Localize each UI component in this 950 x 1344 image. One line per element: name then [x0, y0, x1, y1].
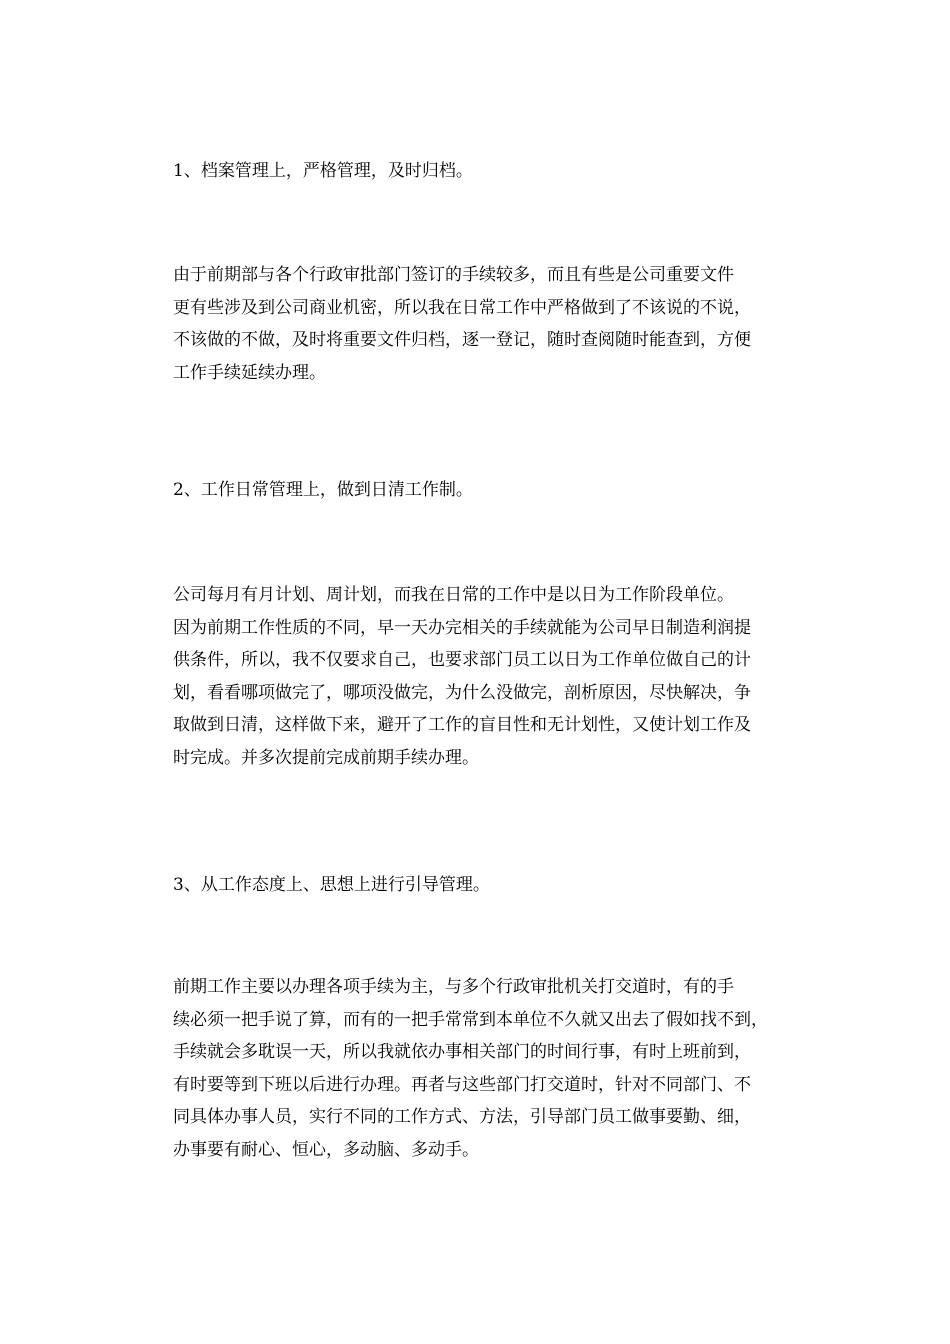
paragraph-line: 前期工作主要以办理各项手续为主，与多个行政审批机关打交道时，有的手	[173, 977, 734, 997]
paragraph-line: 供条件，所以，我不仅要求自己，也要求部门员工以日为工作单位做自己的计	[173, 650, 751, 671]
paragraph-line: 由于前期部与各个行政审批部门签订的手续较多，而且有些是公司重要文件	[173, 265, 734, 285]
paragraph-line: 续必须一把手说了算，而有的一把手常常到本单位不久就又出去了假如找不到，	[173, 1009, 768, 1030]
paragraph-line: 手续就会多耽误一天，所以我就依办事相关部门的时间行事，有时上班前到，	[173, 1042, 751, 1063]
section-1-paragraph	[146, 259, 806, 389]
section-1-heading: 1、档案管理上，严格管理，及时归档。	[173, 161, 473, 181]
section-3-heading: 3、从工作态度上、思想上进行引导管理。	[173, 875, 490, 895]
paragraph-line: 公司每月有月计划、周计划，而我在日常的工作中是以日为工作阶段单位。	[173, 585, 734, 605]
paragraph-line: 有时要等到下班以后进行办理。再者与这些部门打交道时，针对不同部门、不	[173, 1074, 751, 1095]
paragraph-line: 工作手续延续办理。	[173, 362, 326, 383]
section-2-heading: 2、工作日常管理上，做到日清工作制。	[173, 480, 473, 500]
paragraph-line: 不该做的不做，及时将重要文件归档，逐一登记，随时查阅随时能查到，方便	[173, 330, 751, 351]
paragraph-line: 更有些涉及到公司商业机密，所以我在日常工作中严格做到了不该说的不说，	[173, 297, 751, 318]
paragraph-line: 办事要有耐心、恒心，多动脑、多动手。	[173, 1139, 479, 1160]
paragraph-line: 同具体办事人员，实行不同的工作方式、方法，引导部门员工做事要勤、细，	[173, 1107, 751, 1128]
paragraph-line: 取做到日清，这样做下来，避开了工作的盲目性和无计划性，又使计划工作及	[173, 715, 751, 736]
paragraph-line: 划，看看哪项做完了，哪项没做完，为什么没做完，剖析原因，尽快解决，争	[173, 682, 751, 703]
paragraph-line: 时完成。并多次提前完成前期手续办理。	[173, 747, 479, 768]
paragraph-line: 因为前期工作性质的不同，早一天办完相关的手续就能为公司早日制造利润提	[173, 617, 751, 638]
section-2-paragraph	[146, 579, 806, 775]
section-3-paragraph	[146, 971, 806, 1167]
